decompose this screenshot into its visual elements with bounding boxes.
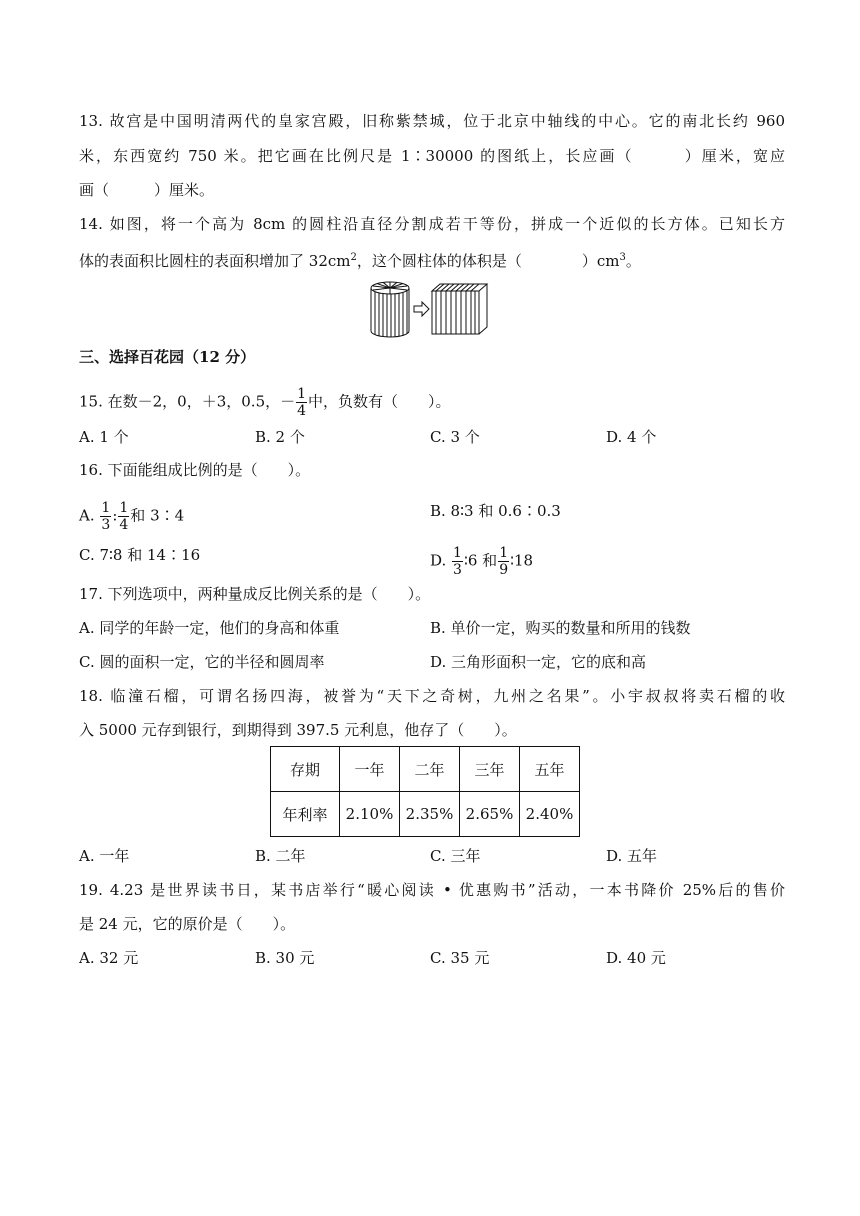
table-cell: 二年 [400, 747, 460, 792]
q19-line-2: 是 24 元，它的原价是（ ）。 [79, 915, 296, 933]
q16-option-c: C. 7∶8 和 14∶16 [79, 546, 201, 564]
q15-option-c: C. 3 个 [430, 428, 480, 446]
q17-option-d: D. 三角形面积一定，它的底和高 [430, 653, 647, 671]
q15-fraction [296, 386, 307, 419]
q16-d-fraction-2 [498, 545, 509, 578]
table-row [271, 792, 580, 837]
cylinder-sliced-icon [371, 282, 409, 337]
q16-option-b: B. 8∶3 和 0.6∶0.3 [430, 502, 561, 520]
q13-line-3: 画（ ）厘米。 [79, 181, 215, 199]
q18-line-2: 入 5000 元存到银行，到期得到 397.5 元利息，他存了（ ）。 [79, 721, 517, 739]
q15-frac-num: 1 [297, 386, 307, 402]
q16-a-suffix: 和 3∶4 [130, 506, 185, 525]
q16-d-f2-den: 9 [499, 562, 509, 578]
q19-option-c: C. 35 元 [430, 949, 490, 967]
table-cell: 三年 [460, 747, 520, 792]
table-cell: 2.10% [340, 792, 400, 837]
q16-a-sep: : [112, 506, 118, 525]
q16-d-mid: ∶6 和 [463, 551, 498, 570]
table-cell: 五年 [520, 747, 580, 792]
q16-d-fraction-1 [452, 545, 463, 578]
table-cell: 年利率 [271, 792, 340, 837]
q18-option-a: A. 一年 [79, 847, 130, 865]
q17-option-a: A. 同学的年龄一定，他们的身高和体重 [79, 619, 340, 637]
q19-option-d: D. 40 元 [606, 949, 666, 967]
cuboid-icon [432, 284, 487, 334]
q15-stem-b: 中，负数有（ ）。 [308, 392, 451, 411]
q15-stem-a: 15. 在数－2，0，＋3，0.5，－ [79, 392, 296, 411]
q16-a-f2-num: 1 [119, 500, 129, 516]
interest-rate-table [270, 746, 580, 837]
section-3-heading: 三、选择百花园（12 分） [79, 348, 256, 366]
table-cell: 存期 [271, 747, 340, 792]
q18-option-c: C. 三年 [430, 847, 481, 865]
q15-option-b: B. 2 个 [255, 428, 305, 446]
q18-line-1: 18. 临潼石榴，可谓名扬四海，被誉为“天下之奇树，九州之名果”。小宇叔叔将卖石榴的收 [79, 687, 785, 705]
q15-stem [79, 386, 451, 419]
q16-d-f1-den: 3 [453, 562, 462, 578]
q18-option-b: B. 二年 [255, 847, 306, 865]
table-cell: 一年 [340, 747, 400, 792]
q14-line-2 [79, 248, 641, 271]
q16-a-f2-den: 4 [119, 517, 129, 533]
q15-frac-den: 4 [297, 403, 307, 419]
table-cell: 2.40% [520, 792, 580, 837]
table-cell: 2.35% [400, 792, 460, 837]
q19-option-b: B. 30 元 [255, 949, 315, 967]
q13-line-1: 13. 故宫是中国明清两代的皇家宫殿，旧称紫禁城，位于北京中轴线的中心。它的南北长约 960 [79, 112, 785, 130]
q14-text-b: ，这个圆柱体的体积是（ ）cm [356, 252, 620, 270]
table-cell: 2.65% [460, 792, 520, 837]
q16-d-f1-num: 1 [453, 545, 462, 561]
q14-line-1: 14. 如图，将一个高为 8cm 的圆柱沿直径分割成若干等份，拼成一个近似的长方体。已知长方 [79, 215, 785, 233]
q16-a-f1-den: 3 [101, 517, 111, 533]
q13-line-2: 米，东西宽约 750 米。把它画在比例尺是 1∶30000 的图纸上，长应画（ ）厘米，宽应 [79, 147, 785, 165]
q19-line-1: 19. 4.23 是世界读书日，某书店举行“暖心阅读 • 优惠购书”活动，一本书降价 25%后的售价 [79, 881, 785, 899]
q14-text-a: 体的表面积比圆柱的表面积增加了 32cm [79, 252, 351, 270]
q16-a-fraction-1 [100, 500, 111, 533]
q15-option-a: A. 1 个 [79, 428, 129, 446]
table-row [271, 747, 580, 792]
q17-stem: 17. 下列选项中，两种量成反比例关系的是（ ）。 [79, 585, 431, 603]
q17-option-c: C. 圆的面积一定，它的半径和圆周率 [79, 653, 325, 671]
q16-d-f2-num: 1 [499, 545, 509, 561]
q14-sup-area: 2 [350, 252, 357, 263]
q17-option-b: B. 单价一定，购买的数量和所用的钱数 [430, 619, 691, 637]
cylinder-to-cuboid-figure [369, 279, 489, 339]
q16-a-prefix: A. [79, 506, 95, 525]
q16-d-prefix: D. [430, 551, 447, 570]
arrow-right-icon [414, 302, 429, 316]
q16-option-a [79, 500, 184, 533]
q14-text-c: 。 [625, 252, 641, 270]
q19-option-a: A. 32 元 [79, 949, 139, 967]
q16-option-d [430, 545, 533, 578]
q16-a-f1-num: 1 [101, 500, 111, 516]
q16-stem: 16. 下面能组成比例的是（ ）。 [79, 461, 311, 479]
q16-d-suffix: ∶18 [510, 551, 534, 570]
q14-sup-volume: 3 [619, 252, 626, 263]
q18-option-d: D. 五年 [606, 847, 658, 865]
q15-option-d: D. 4 个 [606, 428, 657, 446]
q16-a-fraction-2 [118, 500, 129, 533]
